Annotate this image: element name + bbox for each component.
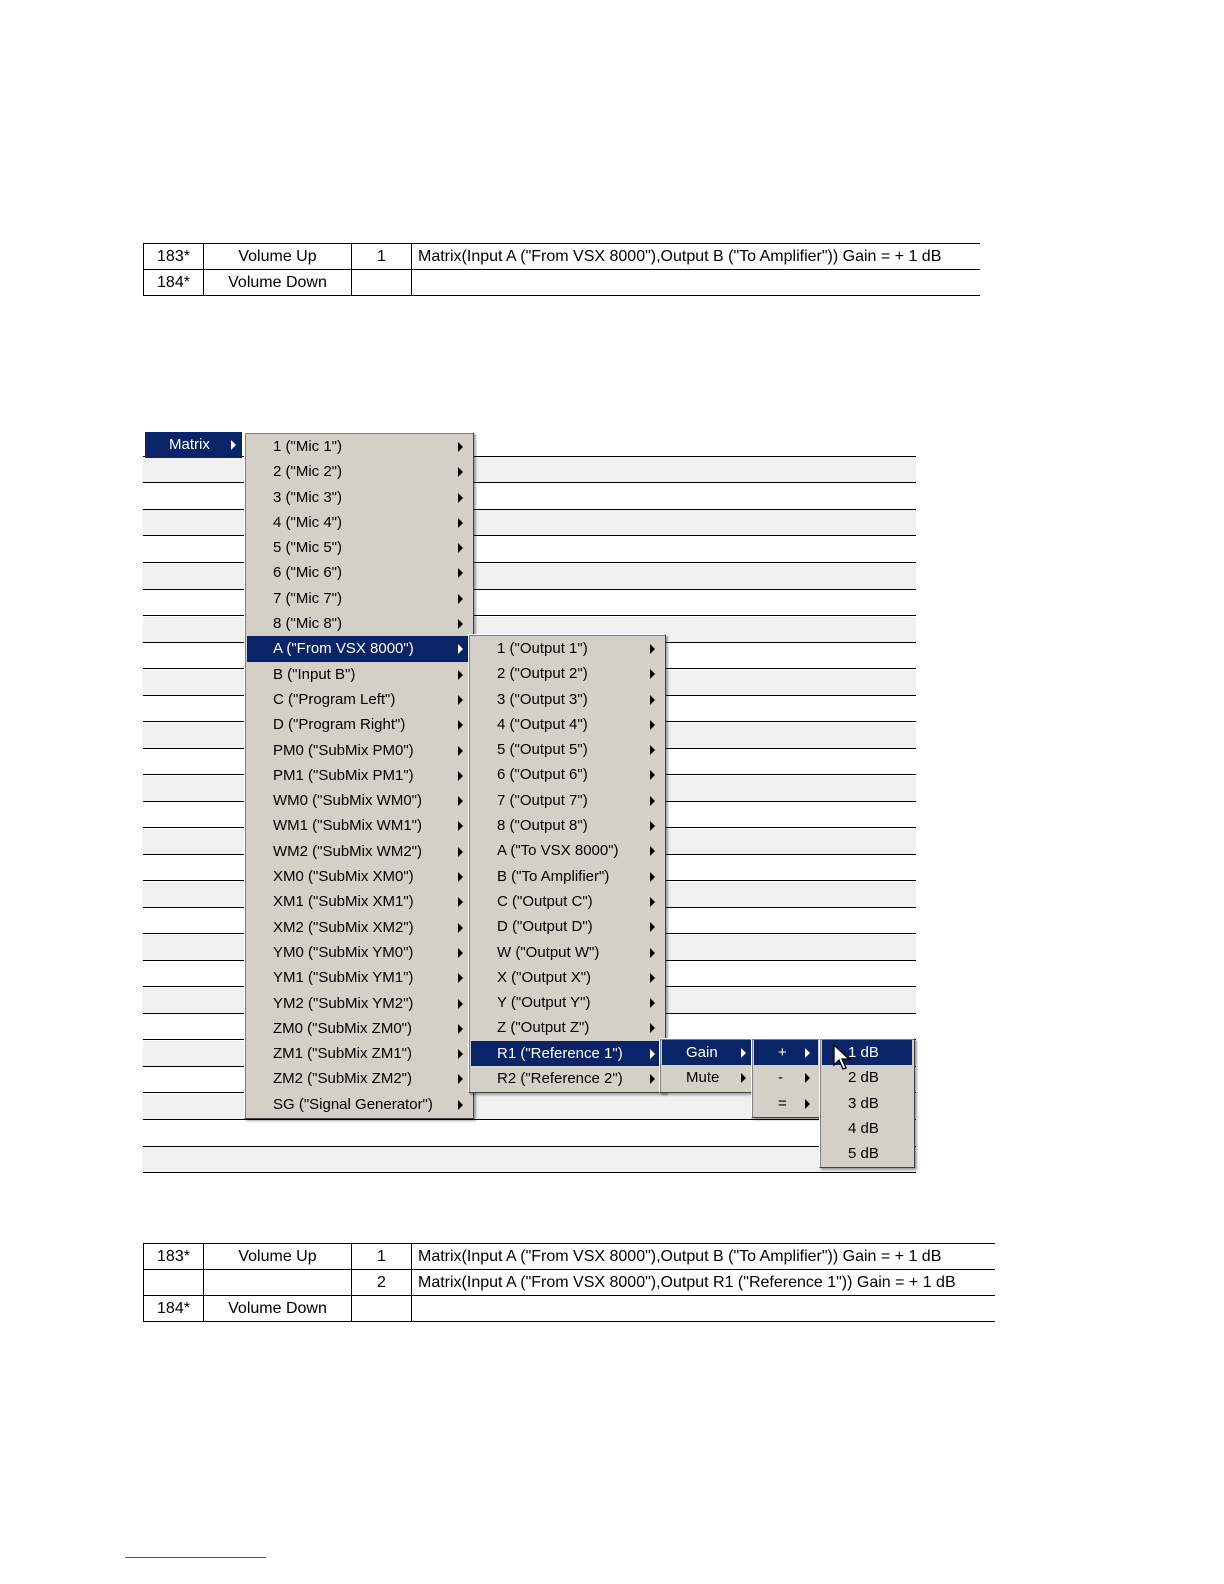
menu-item-output[interactable] xyxy=(471,1015,663,1040)
menu-item-label: = xyxy=(778,1094,787,1112)
menu-item-input[interactable] xyxy=(247,839,471,864)
menu-item-output[interactable] xyxy=(471,965,663,990)
menu-item-label: B ("To Amplifier") xyxy=(497,867,610,885)
menu-item-label: 6 ("Output 6") xyxy=(497,766,588,784)
menu-item-label: PM1 ("SubMix PM1") xyxy=(273,766,414,784)
menu-item-label: 1 ("Output 1") xyxy=(497,640,588,657)
menu-item-input[interactable] xyxy=(247,1016,471,1041)
submenu-arrow-icon xyxy=(650,948,655,958)
menu-item-input[interactable] xyxy=(247,915,471,940)
submenu-arrow-icon xyxy=(741,1048,746,1058)
menu-item-output[interactable] xyxy=(471,737,663,762)
action-text: Matrix(Input A ("From VSX 8000"),Output B ("To Amplifier")) Gain = + 1 dB xyxy=(412,1244,995,1270)
submenu-arrow-icon xyxy=(458,872,463,882)
menu-item-output[interactable] xyxy=(471,813,663,838)
menu-item-input[interactable] xyxy=(247,459,471,484)
submenu-arrow-icon xyxy=(650,796,655,806)
submenu-arrow-icon xyxy=(458,467,463,477)
menu-item-label: ZM0 ("SubMix ZM0") xyxy=(273,1019,412,1037)
menu-item-input[interactable] xyxy=(247,510,471,535)
menu-item-sign[interactable] xyxy=(754,1040,818,1065)
menu-item-output[interactable] xyxy=(471,687,663,712)
menu-item-label: 4 ("Mic 4") xyxy=(273,513,342,531)
submenu-arrow-icon xyxy=(650,1023,655,1033)
menu-item-label: 3 ("Output 3") xyxy=(497,690,588,708)
submenu-arrow-icon xyxy=(458,923,463,933)
menu-item-label: ZM1 ("SubMix ZM1") xyxy=(273,1045,412,1063)
submenu-arrow-icon xyxy=(650,973,655,983)
submenu-arrow-icon xyxy=(458,1024,463,1034)
submenu-arrow-icon xyxy=(650,720,655,730)
input-submenu xyxy=(244,432,474,1119)
submenu-arrow-icon xyxy=(458,847,463,857)
submenu-arrow-icon xyxy=(458,619,463,629)
menu-item-input[interactable] xyxy=(247,485,471,510)
submenu-arrow-icon xyxy=(650,998,655,1008)
submenu-arrow-icon xyxy=(650,821,655,831)
menu-item-output[interactable] xyxy=(471,864,663,889)
menu-item-label: 5 ("Mic 5") xyxy=(273,539,342,557)
table-row xyxy=(144,1270,995,1296)
submenu-arrow-icon xyxy=(650,872,655,882)
menu-item-input[interactable] xyxy=(247,991,471,1016)
menu-item-label: 1 dB xyxy=(848,1044,879,1061)
menu-item-input[interactable] xyxy=(247,535,471,560)
menu-item-label: W ("Output W") xyxy=(497,943,600,961)
menu-item-db[interactable] xyxy=(822,1141,912,1166)
menu-item-input[interactable] xyxy=(247,788,471,813)
menu-item-output[interactable] xyxy=(471,762,663,787)
menu-item-output[interactable] xyxy=(471,661,663,686)
menu-item-label: SG ("Signal Generator") xyxy=(273,1095,433,1113)
command-id: 184* xyxy=(144,270,204,296)
step-number: 2 xyxy=(352,1270,412,1296)
matrix-label: Matrix xyxy=(169,436,210,453)
matrix-menu-button[interactable] xyxy=(145,432,242,458)
menu-item-input[interactable] xyxy=(247,738,471,763)
submenu-arrow-icon xyxy=(458,594,463,604)
submenu-arrow-icon xyxy=(805,1099,810,1109)
menu-item-label: 4 dB xyxy=(848,1119,879,1137)
menu-item-output[interactable] xyxy=(471,889,663,914)
submenu-arrow-icon xyxy=(458,442,463,452)
menu-item-input[interactable] xyxy=(247,434,471,459)
menu-item-label: WM0 ("SubMix WM0") xyxy=(273,792,422,810)
commands-table-after xyxy=(143,1243,995,1322)
menu-item-input[interactable] xyxy=(247,712,471,737)
output-submenu xyxy=(468,634,666,1093)
menu-item-label: 5 ("Output 5") xyxy=(497,741,588,759)
command-id: 183* xyxy=(144,244,204,270)
background-row xyxy=(143,1121,916,1147)
menu-item-label: PM0 ("SubMix PM0") xyxy=(273,741,414,759)
submenu-arrow-icon xyxy=(458,518,463,528)
submenu-arrow-icon xyxy=(650,745,655,755)
menu-item-db[interactable] xyxy=(822,1116,912,1141)
menu-item-label: 2 ("Output 2") xyxy=(497,665,588,683)
submenu-arrow-icon xyxy=(458,543,463,553)
menu-item-output[interactable] xyxy=(471,636,663,661)
menu-item-label: XM2 ("SubMix XM2") xyxy=(273,918,414,936)
submenu-arrow-icon xyxy=(650,695,655,705)
menu-item-output[interactable] xyxy=(471,788,663,813)
menu-item-input[interactable] xyxy=(247,560,471,585)
menu-item-label: B ("Input B") xyxy=(273,665,356,683)
menu-item-label: X ("Output X") xyxy=(497,968,592,986)
menu-item-input[interactable] xyxy=(247,1066,471,1091)
menu-item-output[interactable] xyxy=(471,990,663,1015)
menu-item-label: 8 ("Output 8") xyxy=(497,817,588,835)
menu-item-label: + xyxy=(778,1044,787,1061)
command-id: 184* xyxy=(144,1296,204,1322)
action-text xyxy=(412,1296,995,1322)
menu-item-label: R2 ("Reference 2") xyxy=(497,1070,623,1088)
commands-table-before xyxy=(143,243,980,296)
submenu-arrow-icon xyxy=(458,999,463,1009)
menu-item-label: 3 ("Mic 3") xyxy=(273,488,342,506)
menu-item-label: Y ("Output Y") xyxy=(497,994,591,1012)
menu-item-parameter[interactable] xyxy=(662,1065,754,1090)
submenu-arrow-icon xyxy=(458,771,463,781)
menu-item-input[interactable] xyxy=(247,1041,471,1066)
submenu-arrow-icon xyxy=(458,746,463,756)
menu-item-label: ZM2 ("SubMix ZM2") xyxy=(273,1070,412,1088)
menu-item-label: D ("Program Right") xyxy=(273,716,406,734)
submenu-arrow-icon xyxy=(458,695,463,705)
action-text xyxy=(412,270,980,296)
submenu-arrow-icon xyxy=(650,922,655,932)
menu-item-output[interactable] xyxy=(471,914,663,939)
command-name xyxy=(204,1270,352,1296)
command-id: 183* xyxy=(144,1244,204,1270)
menu-item-input[interactable] xyxy=(247,611,471,636)
command-name: Volume Down xyxy=(204,1296,352,1322)
action-text: Matrix(Input A ("From VSX 8000"),Output R1 ("Reference 1")) Gain = + 1 dB xyxy=(412,1270,995,1296)
menu-item-input[interactable] xyxy=(247,1092,471,1117)
command-id xyxy=(144,1270,204,1296)
submenu-arrow-icon xyxy=(650,669,655,679)
menu-item-label: 6 ("Mic 6") xyxy=(273,564,342,582)
sign-submenu xyxy=(751,1038,821,1118)
submenu-arrow-icon xyxy=(650,897,655,907)
menu-item-output[interactable] xyxy=(471,940,663,965)
menu-item-output[interactable] xyxy=(471,1041,663,1066)
table-row xyxy=(144,1244,995,1270)
step-number xyxy=(352,1296,412,1322)
menu-item-label: A ("To VSX 8000") xyxy=(497,842,619,860)
menu-item-label: 8 ("Mic 8") xyxy=(273,615,342,633)
menu-item-label: 2 dB xyxy=(848,1069,879,1087)
submenu-arrow-icon xyxy=(805,1048,810,1058)
menu-item-label: 1 ("Mic 1") xyxy=(273,438,342,455)
table-row xyxy=(144,244,980,270)
menu-item-input[interactable] xyxy=(247,965,471,990)
menu-item-label: YM2 ("SubMix YM2") xyxy=(273,994,414,1012)
submenu-arrow-icon xyxy=(650,1074,655,1084)
menu-item-label: Gain xyxy=(686,1044,718,1061)
table-row xyxy=(144,270,980,296)
menu-item-label: 7 ("Output 7") xyxy=(497,791,588,809)
submenu-arrow-icon xyxy=(650,846,655,856)
menu-item-label: R1 ("Reference 1") xyxy=(497,1044,623,1062)
submenu-arrow-icon xyxy=(458,670,463,680)
menu-item-output[interactable] xyxy=(471,1066,663,1091)
menu-item-sign[interactable] xyxy=(754,1091,818,1116)
menu-item-label: 7 ("Mic 7") xyxy=(273,589,342,607)
submenu-arrow-icon xyxy=(458,568,463,578)
menu-item-label: A ("From VSX 8000") xyxy=(273,640,414,658)
command-name: Volume Up xyxy=(204,244,352,270)
step-number: 1 xyxy=(352,244,412,270)
menu-item-input[interactable] xyxy=(247,687,471,712)
submenu-arrow-icon xyxy=(458,796,463,806)
submenu-arrow-icon xyxy=(805,1073,810,1083)
menu-item-label: 2 ("Mic 2") xyxy=(273,463,342,481)
menu-item-label: D ("Output D") xyxy=(497,918,593,936)
submenu-arrow-icon xyxy=(458,720,463,730)
menu-item-label: WM2 ("SubMix WM2") xyxy=(273,842,422,860)
submenu-arrow-icon xyxy=(458,948,463,958)
submenu-arrow-icon xyxy=(741,1073,746,1083)
menu-item-label: YM0 ("SubMix YM0") xyxy=(273,943,414,961)
menu-item-label: YM1 ("SubMix YM1") xyxy=(273,969,414,987)
step-number xyxy=(352,270,412,296)
submenu-arrow-icon xyxy=(650,770,655,780)
menu-item-input[interactable] xyxy=(247,586,471,611)
submenu-arrow-icon xyxy=(458,821,463,831)
parameter-submenu xyxy=(659,1038,757,1093)
footnote-separator xyxy=(125,1557,266,1558)
command-name: Volume Up xyxy=(204,1244,352,1270)
menu-item-input[interactable] xyxy=(247,813,471,838)
submenu-arrow-icon xyxy=(458,644,463,654)
menu-item-sign[interactable] xyxy=(754,1065,818,1090)
menu-item-label: Z ("Output Z") xyxy=(497,1019,590,1037)
menu-item-output[interactable] xyxy=(471,712,663,737)
step-number: 1 xyxy=(352,1244,412,1270)
menu-item-input[interactable] xyxy=(247,889,471,914)
action-text: Matrix(Input A ("From VSX 8000"),Output B ("To Amplifier")) Gain = + 1 dB xyxy=(412,244,980,270)
menu-item-label: Mute xyxy=(686,1069,720,1087)
menu-screenshot xyxy=(143,431,918,1169)
submenu-arrow-icon xyxy=(458,493,463,503)
menu-item-input[interactable] xyxy=(247,636,471,661)
menu-item-label: XM1 ("SubMix XM1") xyxy=(273,893,414,911)
command-name: Volume Down xyxy=(204,270,352,296)
menu-item-output[interactable] xyxy=(471,838,663,863)
menu-item-input[interactable] xyxy=(247,662,471,687)
submenu-arrow-icon xyxy=(458,1100,463,1110)
menu-item-label: XM0 ("SubMix XM0") xyxy=(273,868,414,886)
menu-item-label: 5 dB xyxy=(848,1145,879,1163)
submenu-arrow-icon xyxy=(231,440,236,450)
menu-item-db[interactable] xyxy=(822,1091,912,1116)
background-row xyxy=(143,1147,916,1173)
submenu-arrow-icon xyxy=(458,1049,463,1059)
menu-item-input[interactable] xyxy=(247,864,471,889)
menu-item-label: - xyxy=(778,1069,783,1087)
menu-item-label: C ("Program Left") xyxy=(273,690,396,708)
menu-item-label: 3 dB xyxy=(848,1094,879,1112)
menu-item-parameter[interactable] xyxy=(662,1040,754,1065)
menu-item-label: WM1 ("SubMix WM1") xyxy=(273,817,422,835)
mouse-pointer-icon xyxy=(833,1044,853,1072)
submenu-arrow-icon xyxy=(650,1049,655,1059)
submenu-arrow-icon xyxy=(650,644,655,654)
submenu-arrow-icon xyxy=(458,897,463,907)
menu-item-input[interactable] xyxy=(247,763,471,788)
menu-item-label: 4 ("Output 4") xyxy=(497,715,588,733)
table-row xyxy=(144,1296,995,1322)
submenu-arrow-icon xyxy=(458,1074,463,1084)
menu-item-input[interactable] xyxy=(247,940,471,965)
submenu-arrow-icon xyxy=(458,973,463,983)
menu-item-label: C ("Output C") xyxy=(497,892,593,910)
